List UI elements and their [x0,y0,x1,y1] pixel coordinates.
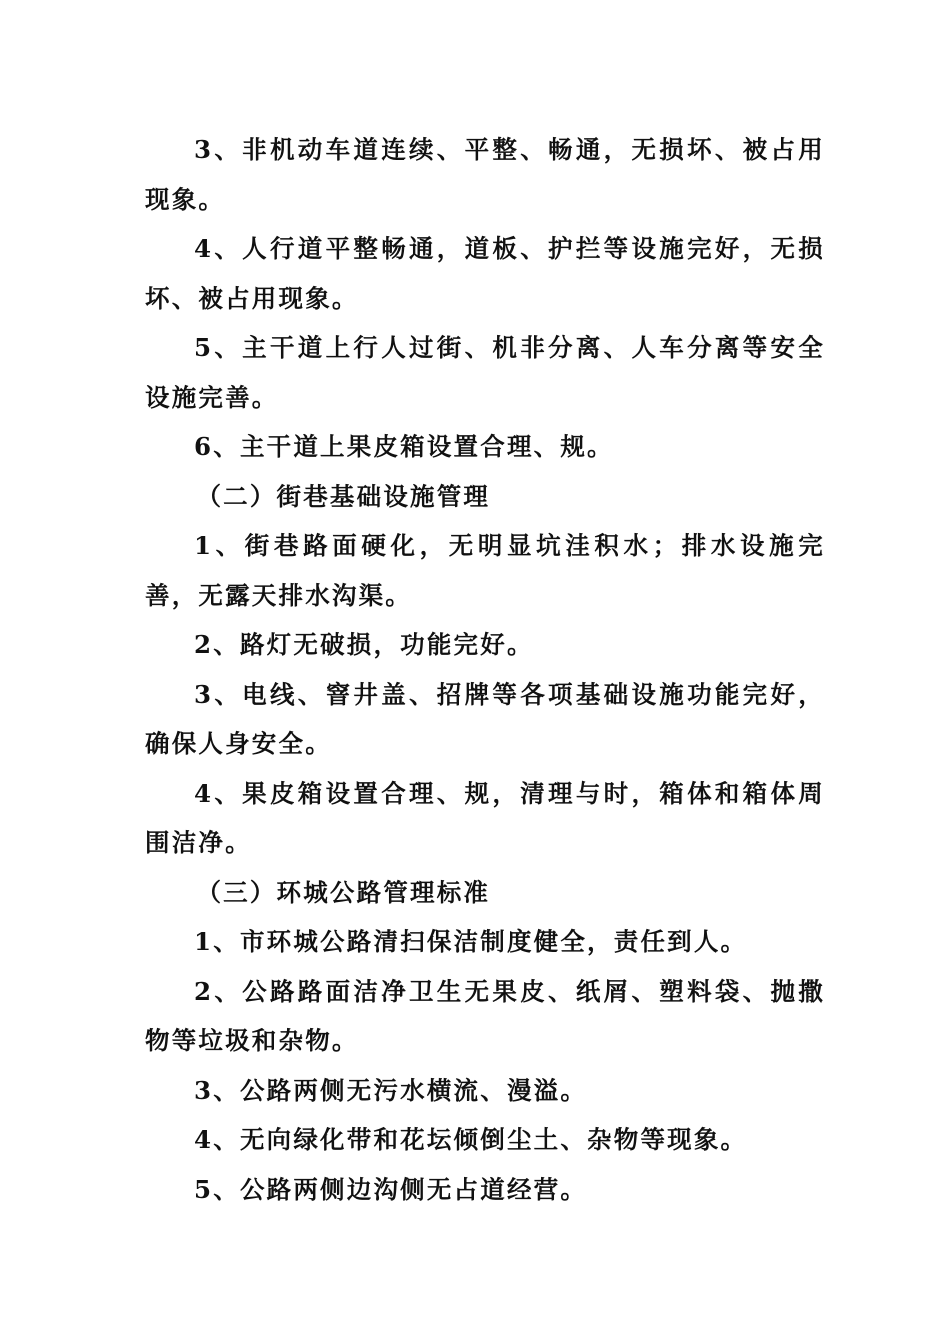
paragraph-infrastructure-safety: 3、电线、窨井盖、招牌等各项基础设施功能完好，确保人身安全。 [145,679,825,758]
paragraph-street-surface: 1、街巷路面硬化，无明显坑洼积水；排水设施完善，无露天排水沟渠。 [145,531,825,610]
paragraph-bike-lane: 3、非机动车道连续、平整、畅通，无损坏、被占用现象。 [145,135,825,214]
paragraph-no-sewage: 3、公路两侧无污水横流、漫溢。 [194,1075,588,1105]
paragraph-trash-bins-main-road: 6、主干道上果皮箱设置合理、规。 [194,432,614,461]
paragraph-no-roadside-business: 5、公路两侧边沟侧无占道经营。 [194,1174,588,1204]
paragraph-road-clean: 2、公路路面洁净卫生无果皮、纸屑、塑料袋、抛撒物等垃圾和杂物。 [145,976,825,1055]
paragraph-cleaning-system: 1、市环城公路清扫保洁制度健全，责任到人。 [194,927,748,956]
section-heading-ring-road: （三）环城公路管理标准 [196,877,491,907]
paragraph-street-lights: 2、路灯无破损，功能完好。 [194,630,534,659]
paragraph-pedestrian-safety: 5、主干道上行人过街、机非分离、人车分离等安全设施完善。 [145,333,825,412]
paragraph-sidewalk: 4、人行道平整畅通，道板、护拦等设施完好，无损坏、被占用现象。 [145,234,825,313]
document-body [145,125,825,1214]
section-heading-street-facilities: （二）街巷基础设施管理 [196,481,491,511]
paragraph-no-dumping: 4、无向绿化带和花坛倾倒尘土、杂物等现象。 [194,1125,748,1154]
paragraph-trash-bins-street: 4、果皮箱设置合理、规，清理与时，箱体和箱体周围洁净。 [145,778,825,857]
